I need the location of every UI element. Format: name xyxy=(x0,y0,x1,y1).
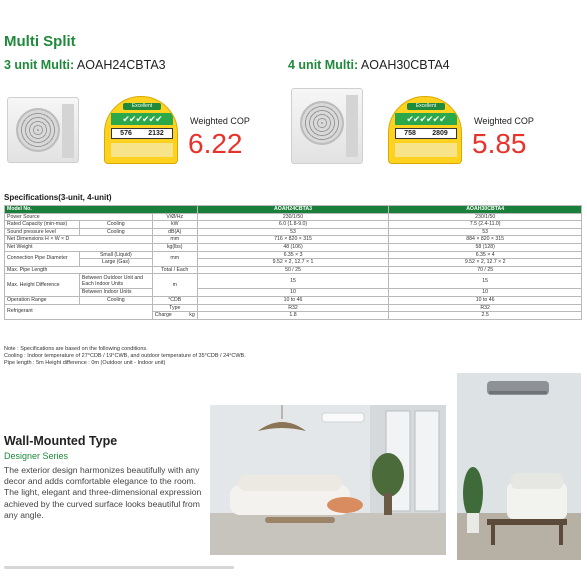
unit-4-title xyxy=(288,58,450,72)
row-mode: Small (Liquid) xyxy=(79,251,152,259)
fan-grille xyxy=(16,108,60,152)
row-unit: m xyxy=(152,274,197,297)
cell-value: 10 to 46 xyxy=(389,296,582,304)
row-mode: Between Indoor Units xyxy=(79,289,152,297)
cell-value: 6.35 × 4 xyxy=(389,251,582,259)
side-panel xyxy=(62,104,74,158)
energy-label-4 xyxy=(388,96,462,164)
living-room-illustration xyxy=(210,405,446,555)
table-header-row xyxy=(5,206,582,214)
side-panel xyxy=(346,95,358,157)
cell-value: 10 to 46 xyxy=(197,296,389,304)
living-room-photo xyxy=(210,405,446,555)
energy-value2: 2132 xyxy=(148,130,164,137)
spec-title: Specifications(3-unit, 4-unit) xyxy=(4,193,112,202)
unit-3-title xyxy=(4,58,166,72)
bottom-divider xyxy=(4,566,234,569)
cell-value: 6.0 (1.8-9.0) xyxy=(197,221,389,229)
note-line: Cooling : Indoor temperature of 27°CDB / 19°CWB, and outdoor temperature of 35°CDB / 24°CWB. xyxy=(4,353,246,359)
cell-value: 70 / 25 xyxy=(389,266,582,274)
row-unit: kg xyxy=(189,312,195,319)
row-label: Max. Pipe Length xyxy=(5,266,153,274)
row-label: Sound pressure level xyxy=(5,228,80,236)
energy-ticks: ✔✔✔✔✔✔ xyxy=(111,113,173,125)
note-line: Pipe length : 5m Height difference : 0m (Outdoor unit - Indoor unit) xyxy=(4,360,166,366)
charge-label: Charge xyxy=(154,312,172,319)
outdoor-unit-image-4 xyxy=(291,88,363,164)
row-unit: kg(lbs) xyxy=(152,243,197,251)
row-mode: Total / Each xyxy=(152,266,197,274)
energy-label-rating: Excellent xyxy=(415,103,437,109)
energy-numbers xyxy=(111,128,173,139)
energy-ticks: ✔✔✔✔✔✔ xyxy=(395,113,457,125)
cell-value: 9.52 × 2, 12.7 × 2 xyxy=(389,259,582,267)
table-row xyxy=(5,213,582,221)
row-mode: Cooling xyxy=(79,228,152,236)
cop-value-4: 5.85 xyxy=(472,128,527,159)
row-mode: Between Outdoor Unit and Each Indoor Units xyxy=(79,274,152,289)
row-label: Refrigerant xyxy=(5,304,153,319)
cop-label-3: Weighted COP xyxy=(190,116,250,126)
table-row xyxy=(5,274,582,289)
row-unit: mm xyxy=(152,251,197,266)
cell-value: 884 × 820 × 315 xyxy=(389,236,582,244)
cell-value: 7.5 (2.4-11.0) xyxy=(389,221,582,229)
cell-value: 1.8 xyxy=(197,312,389,320)
unit-4-title-prefix: 4 unit Multi: xyxy=(288,58,359,72)
row-label: Max. Height Difference xyxy=(5,274,80,297)
cell-value: 6.35 × 3 xyxy=(197,251,389,259)
energy-numbers xyxy=(395,128,457,139)
energy-value2: 2809 xyxy=(432,130,448,137)
table-row xyxy=(5,221,582,229)
table-row xyxy=(5,266,582,274)
table-row xyxy=(5,228,582,236)
wall-description: The exterior design harmonizes beautifully with any decor and adds comfortable elegance to the room. The light, elegant and three-dimensional expression achieved by the curved surface looks beautiful from any angle. xyxy=(4,465,202,520)
row-unit: kW xyxy=(152,221,197,229)
cell-value: 50 / 25 xyxy=(197,266,389,274)
cell-value: 10 xyxy=(389,289,582,297)
page-title: Multi Split xyxy=(4,33,76,50)
table-row xyxy=(5,259,582,267)
cell-value: 230/1/50 xyxy=(389,213,582,221)
cell-value: 58 (128) xyxy=(389,243,582,251)
cell-value: 53 xyxy=(197,228,389,236)
energy-label-rating: Excellent xyxy=(131,103,153,109)
unit-4-model: AOAH30CBTA4 xyxy=(360,58,450,72)
unit-3-title-prefix: 3 unit Multi: xyxy=(4,58,75,72)
cell-value: R32 xyxy=(389,304,582,312)
unit-3-model: AOAH24CBTA3 xyxy=(76,58,166,72)
spec-table xyxy=(4,205,582,320)
cell-value: 53 xyxy=(389,228,582,236)
row-mode: Cooling xyxy=(79,221,152,229)
cell-value: 15 xyxy=(389,274,582,289)
energy-kwh: 576 xyxy=(120,130,132,137)
row-unit: V/Ø/Hz xyxy=(152,213,197,221)
cell-value: 10 xyxy=(197,289,389,297)
row-mode: Large (Gas) xyxy=(79,259,152,267)
bedroom-illustration xyxy=(457,373,581,560)
header-col1: AOAH24CBTA3 xyxy=(197,206,389,214)
spec-notes xyxy=(4,346,246,367)
cell-value: 48 (106) xyxy=(197,243,389,251)
cell-value: 716 × 820 × 315 xyxy=(197,236,389,244)
table-row xyxy=(5,289,582,297)
table-row xyxy=(5,304,582,312)
header-model: Model No. xyxy=(5,206,198,214)
cell-value: 230/1/50 xyxy=(197,213,389,221)
row-label: Net Dimensions H × W × D xyxy=(5,236,153,244)
row-label: Power Source xyxy=(5,213,153,221)
row-mode: Cooling xyxy=(79,296,152,304)
wall-subtitle: Designer Series xyxy=(4,451,69,461)
cell-value: 15 xyxy=(197,274,389,289)
cop-label-4: Weighted COP xyxy=(474,116,534,126)
energy-label-3 xyxy=(104,96,178,164)
table-row xyxy=(5,296,582,304)
row-label: Connection Pipe Diameter xyxy=(5,251,80,266)
row-label: Operation Range xyxy=(5,296,80,304)
outdoor-unit-image-3 xyxy=(7,97,79,163)
cell-value: 9.52 × 2, 12.7 × 1 xyxy=(197,259,389,267)
cell-value: 2.5 xyxy=(389,312,582,320)
cop-value-3: 6.22 xyxy=(188,128,243,159)
row-unit: dB(A) xyxy=(152,228,197,236)
header-col2: AOAH30CBTA4 xyxy=(389,206,582,214)
table-row xyxy=(5,236,582,244)
note-line: Note : Specifications are based on the following conditions. xyxy=(4,346,148,352)
row-label: Net Weight xyxy=(5,243,153,251)
table-row xyxy=(5,251,582,259)
row-unit: mm xyxy=(152,236,197,244)
wall-title: Wall-Mounted Type xyxy=(4,434,118,448)
bedroom-photo xyxy=(457,373,581,560)
row-unit: °CDB xyxy=(152,296,197,304)
cell-value: R32 xyxy=(197,304,389,312)
row-label: Rated Capacity (min-max) xyxy=(5,221,80,229)
fan-grille xyxy=(300,101,344,145)
energy-kwh: 758 xyxy=(404,130,416,137)
row-mode: Type xyxy=(152,304,197,312)
row-mode xyxy=(152,312,197,320)
table-row xyxy=(5,243,582,251)
